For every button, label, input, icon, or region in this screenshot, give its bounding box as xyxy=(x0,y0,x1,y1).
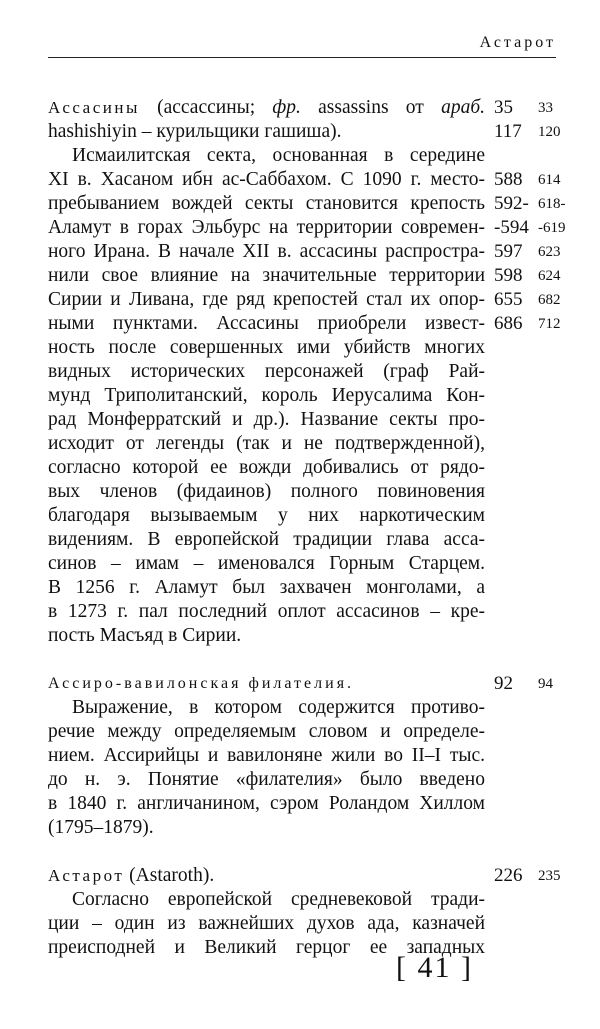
entry-headline: Ассасины (ассассины; фр. assassins от араб. xyxy=(48,97,486,118)
text-line: Сирии и Ливана, где ряд крепостей стал их опор- xyxy=(48,289,485,310)
page-ref: 597 xyxy=(494,241,523,262)
text-line: ного Ирана. В начале XII в. ассасины распростра- xyxy=(48,241,485,262)
page-ref: 588 xyxy=(494,169,523,190)
running-head: Астарот xyxy=(479,34,556,51)
page-ref: 235 xyxy=(538,868,561,884)
text-line: (1795–1879). xyxy=(48,817,154,838)
text-line: благодаря вызываемым у них наркотическим xyxy=(48,505,485,526)
text-line: ными пунктами. Ассасины приобрели извест- xyxy=(48,313,485,334)
page-ref: 120 xyxy=(538,124,561,140)
text-line: пость Масъяд в Сирии. xyxy=(48,625,242,646)
page-ref: 117 xyxy=(494,121,522,142)
text-line: в 1273 г. пал последний оплот ассасинов – кре- xyxy=(48,601,485,622)
entry-headline: Астарот (Astaroth). xyxy=(48,865,215,886)
page-ref: 623 xyxy=(538,244,561,260)
text-line: нили свое влияние на значительные территории xyxy=(48,265,485,286)
text-line: исходит от легенды (так и не подтвержденной), xyxy=(48,433,485,454)
text-line: синов – имам – именовался Горным Старцем. xyxy=(48,553,485,574)
text-line: Аламут в горах Эльбурс на территории современ- xyxy=(48,217,485,238)
page-number: [ 41 ] xyxy=(396,951,473,984)
entry-term: Ассасины xyxy=(48,98,140,117)
text-line: до н. э. Понятие «филателия» было введено xyxy=(48,769,485,790)
page-ref: 92 xyxy=(494,673,513,694)
page-ref: 686 xyxy=(494,313,523,334)
text-line: пребыванием вождей секты становится крепость xyxy=(48,193,485,214)
text-line: вых членов (фидаинов) полного повиновения xyxy=(48,481,485,502)
entry-term: Астарот xyxy=(48,866,125,885)
text-line: в 1840 г. англичанином, сэром Роландом Хиллом xyxy=(48,793,485,814)
text-line: согласно которой ее вожди добивались от рядо- xyxy=(48,457,485,478)
page-ref: 618- xyxy=(538,196,566,212)
text-line: Исмаилитская секта, основанная в середине xyxy=(72,145,485,166)
text-line: видениям. В европейской традиции глава асса- xyxy=(48,529,485,550)
page-ref: 94 xyxy=(538,676,553,692)
page-ref: 712 xyxy=(538,316,561,332)
page-ref: 598 xyxy=(494,265,523,286)
page-ref: 226 xyxy=(494,865,523,886)
text-line: Согласно европейской средневековой тради- xyxy=(72,889,485,910)
text-line: ность после совершенных ими убийств многих xyxy=(48,337,485,358)
text-line: рад Монферратский и др.). Название секты про- xyxy=(48,409,485,430)
text-line: мунд Триполитанский, король Иерусалима Кон- xyxy=(48,385,485,406)
text-line: Выражение, в котором содержится противо- xyxy=(72,697,485,718)
page-ref: 35 xyxy=(494,97,513,118)
header-rule xyxy=(48,57,556,58)
text-line: нием. Ассирийцы и вавилоняне жили во II–I тыс. xyxy=(48,745,485,766)
entry-term: Ассиро-вавилонская филателия. xyxy=(48,675,355,692)
page-ref: -619 xyxy=(538,220,566,236)
page-ref: -594 xyxy=(494,217,529,238)
text-line: ции – один из важнейших духов ада, казначей xyxy=(48,913,485,934)
page-ref: 614 xyxy=(538,172,561,188)
page-ref: 33 xyxy=(538,100,553,116)
text-line: преисподней и Великий герцог ее западных xyxy=(48,937,485,958)
text-line: XI в. Хасаном ибн ас-Саббахом. С 1090 г. место- xyxy=(48,169,485,190)
text-line: видных исторических персонажей (граф Рай- xyxy=(48,361,485,382)
page-ref: 682 xyxy=(538,292,561,308)
page-ref: 592- xyxy=(494,193,529,214)
page-ref: 655 xyxy=(494,289,523,310)
text-line: В 1256 г. Аламут был захвачен монголами, а xyxy=(48,577,485,598)
page-ref: 624 xyxy=(538,268,561,284)
text-line: речие между определяемым словом и определе- xyxy=(48,721,485,742)
text-line: hashishiyin – курильщики гашиша). xyxy=(48,121,342,142)
